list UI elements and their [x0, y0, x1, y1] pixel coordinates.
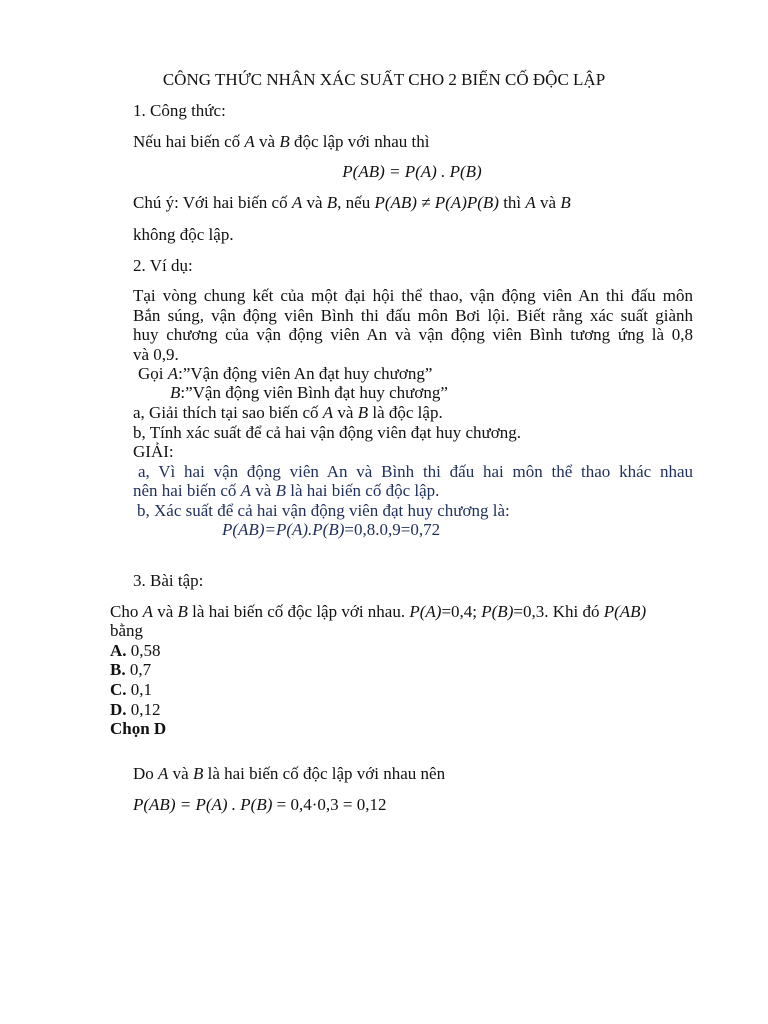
page-title: CÔNG THỨC NHÂN XÁC SUẤT CHO 2 BIẾN CỐ ĐỘC LẬP [162, 70, 606, 89]
note-continuation: không độc lập. [133, 225, 234, 244]
explanation-line: Do A và B là hai biến cố độc lập với nhau nên [133, 764, 446, 783]
option-d: D. 0,12 [110, 700, 161, 719]
formula-main: P(AB) = P(A) . P(B) [342, 162, 482, 181]
question-a: a, Giải thích tại sao biến cố A và B là độc lập. [133, 403, 443, 422]
option-b: B. 0,7 [110, 660, 152, 679]
option-c: C. 0,1 [110, 680, 153, 699]
example-line-3: huy chương của vận động viên An và vận động viên Bình tương ứng là 0,8 [133, 325, 693, 344]
section-3-heading: 3. Bài tập: [133, 571, 204, 590]
intro-line: Nếu hai biến cố A và B độc lập với nhau thì [133, 132, 430, 151]
event-a-definition: Gọi A:”Vận động viên An đạt huy chương” [138, 364, 433, 383]
section-2-heading: 2. Ví dụ: [133, 256, 193, 275]
explanation-formula: P(AB) = P(A) . P(B) = 0,4·0,3 = 0,12 [133, 795, 387, 814]
answer-choice: Chọn D [110, 719, 167, 738]
question-b: b, Tính xác suất để cả hai vận động viên đạt huy chương. [133, 423, 522, 442]
solution-b: b, Xác suất để cả hai vận động viên đạt huy chương là: [137, 501, 510, 520]
example-line-2: Bắn súng, vận động viên Bình thi đấu môn Bơi lội. Biết rằng xác suất giành [133, 306, 693, 325]
example-line-4: và 0,9. [133, 345, 179, 364]
solution-formula: P(AB)=P(A).P(B)=0,8.0,9=0,72 [222, 520, 441, 539]
example-line-1: Tại vòng chung kết của một đại hội thể thao, vận động viên An thi đấu môn [133, 286, 693, 305]
exercise-question: Cho A và B là hai biến cố độc lập với nhau. P(A)=0,4; P(B)=0,3. Khi đó P(AB) [110, 602, 647, 621]
event-b-definition: B:”Vận động viên Bình đạt huy chương” [170, 383, 448, 402]
solution-label: GIẢI: [133, 442, 174, 461]
solution-a-line-1: a, Vì hai vận động viên An và Bình thi đấu hai môn thể thao khác nhau [138, 462, 693, 481]
note-line: Chú ý: Với hai biến cố A và B, nếu P(AB) ≠ P(A)P(B) thì A và B [133, 193, 571, 212]
option-a: A. 0,58 [110, 641, 161, 660]
solution-a-line-2: nên hai biến cố A và B là hai biến cố độc lập. [133, 481, 440, 500]
section-1-heading: 1. Công thức: [133, 101, 226, 120]
exercise-question-continuation: bằng [110, 621, 144, 640]
